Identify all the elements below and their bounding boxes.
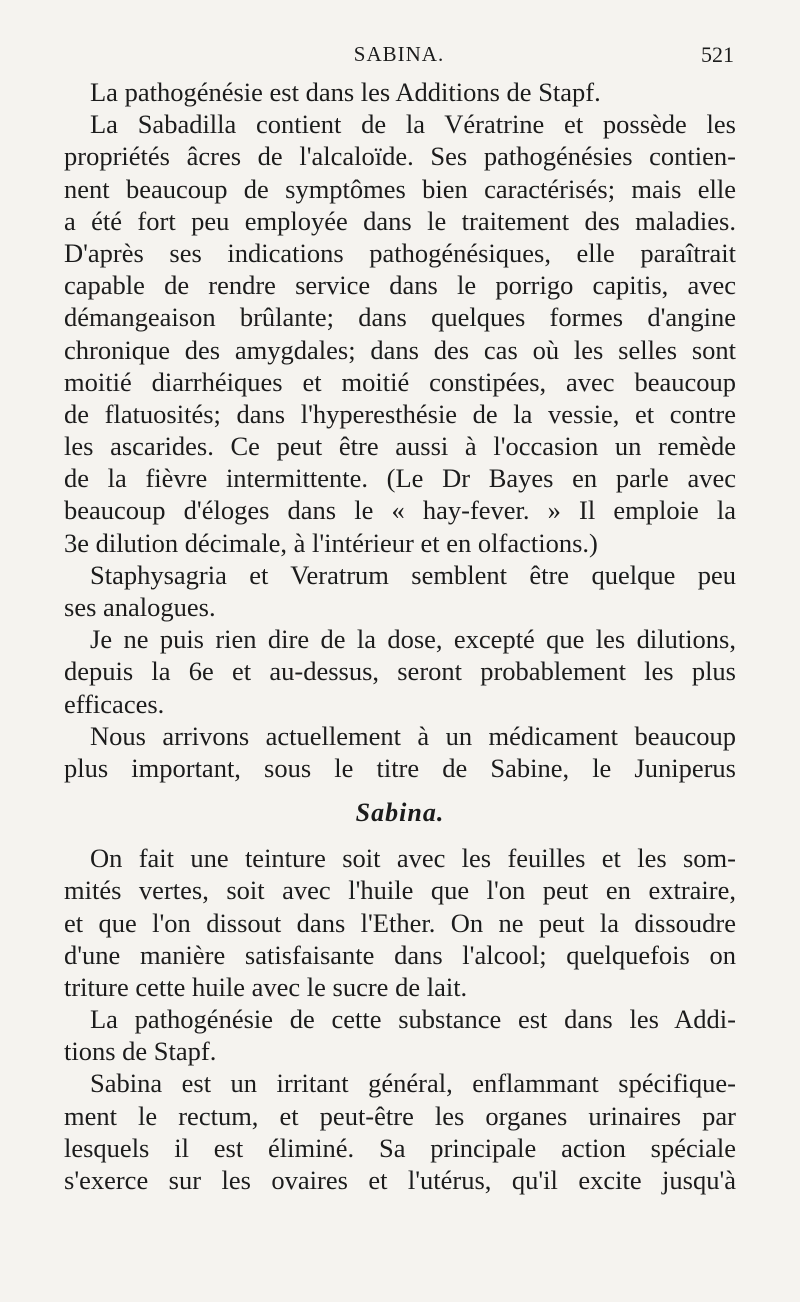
text-line: nent beaucoup de symptômes bien caractérisés; mais elle [64,173,736,204]
text-line: beaucoup d'éloges dans le « hay-fever. » Il emploie la [64,495,736,526]
text-line: les ascarides. Ce peut être aussi à l'occasion un remède [64,431,736,462]
running-head: SABINA. [353,42,445,66]
text-line: triture cette huile avec le sucre de lait. [64,971,468,1002]
text-line: ment le rectum, et peut-être les organes urinaires par [64,1100,736,1131]
text-line: de la fièvre intermittente. (Le Dr Bayes en parle avec [64,463,736,494]
text-line: a été fort peu employée dans le traitement des maladies. [64,205,736,236]
section-heading: Sabina. [355,798,445,828]
text-line: Nous arrivons actuellement à un médicament beaucoup [90,720,736,751]
text-line: D'après ses indications pathogénésiques, elle paraîtrait [64,237,736,268]
text-line: tions de Stapf. [64,1036,217,1067]
text-line: moitié diarrhéiques et moitié constipées, avec beaucoup [64,366,736,397]
text-line: On fait une teinture soit avec les feuilles et les som- [90,843,736,874]
text-line: Sabina est un irritant général, enflammant spécifique- [90,1068,736,1099]
text-line: capable de rendre service dans le porrigo capitis, avec [64,270,736,301]
text-line: d'une manière satisfaisante dans l'alcool; quelquefois on [64,939,736,970]
text-line: propriétés âcres de l'alcaloïde. Ses pathogénésies contien- [64,141,736,172]
text-line: Je ne puis rien dire de la dose, excepté que les dilutions, [90,624,736,655]
page-number: 521 [701,42,734,67]
text-line: Staphysagria et Veratrum semblent être quelque peu [90,559,736,590]
text-line: La pathogénésie est dans les Additions de Stapf. [90,77,601,107]
text-line: La pathogénésie de cette substance est dans les Addi- [90,1004,736,1035]
text-line: 3e dilution décimale, à l'intérieur et en olfactions.) [64,527,598,558]
text-line: depuis la 6e et au-dessus, seront probablement les plus [64,656,736,687]
text-line: La Sabadilla contient de la Vératrine et possède les [90,109,736,140]
text-line: de flatuosités; dans l'hyperesthésie de la vessie, et contre [64,398,736,429]
text-line: lesquels il est éliminé. Sa principale action spéciale [64,1132,736,1163]
page-header [64,42,734,70]
text-line: efficaces. [64,688,165,719]
text-line: s'exerce sur les ovaires et l'utérus, qu'il excite jusqu'à [64,1165,736,1195]
text-line: chronique des amygdales; dans des cas où les selles sont [64,334,736,365]
text-line: ses analogues. [64,592,216,622]
text-line: et que l'on dissout dans l'Ether. On ne peut la dissoudre [64,907,736,938]
page-body [64,76,736,1196]
text-line: plus important, sous le titre de Sabine, le Juniperus [64,752,736,783]
text-line: mités vertes, soit avec l'huile que l'on peut en extraire, [64,875,736,906]
text-line: démangeaison brûlante; dans quelques formes d'angine [64,302,736,333]
